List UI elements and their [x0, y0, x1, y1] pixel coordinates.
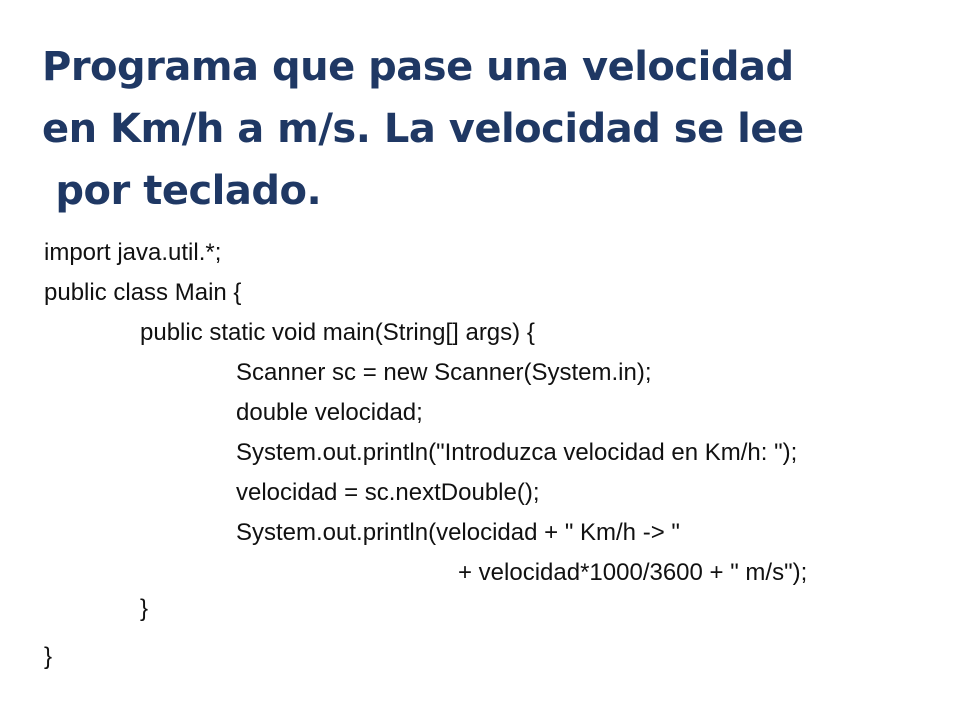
- code-line-main: public static void main(String[] args) {: [140, 319, 535, 346]
- code-line-class: public class Main {: [44, 279, 242, 306]
- code-line-scanner: Scanner sc = new Scanner(System.in);: [236, 359, 652, 386]
- code-line-close-class: }: [44, 643, 53, 670]
- code-line-read: velocidad = sc.nextDouble();: [236, 479, 540, 506]
- slide-title: [42, 36, 922, 222]
- code-line-declare: double velocidad;: [236, 399, 423, 426]
- code-line-prompt: System.out.println("Introduzca velocidad en Km/h: ");: [236, 439, 798, 466]
- code-line-close-method: }: [140, 595, 149, 622]
- code-line-import: import java.util.*;: [44, 239, 222, 266]
- code-line-print: System.out.println(velocidad + " Km/h -> ": [236, 519, 680, 546]
- title-line-1: Programa que pase una velocidad: [42, 44, 794, 90]
- title-line-3: por teclado.: [42, 168, 322, 214]
- title-line-2: en Km/h a m/s. La velocidad se lee: [42, 106, 804, 152]
- code-line-print-cont: + velocidad*1000/3600 + " m/s");: [458, 559, 808, 586]
